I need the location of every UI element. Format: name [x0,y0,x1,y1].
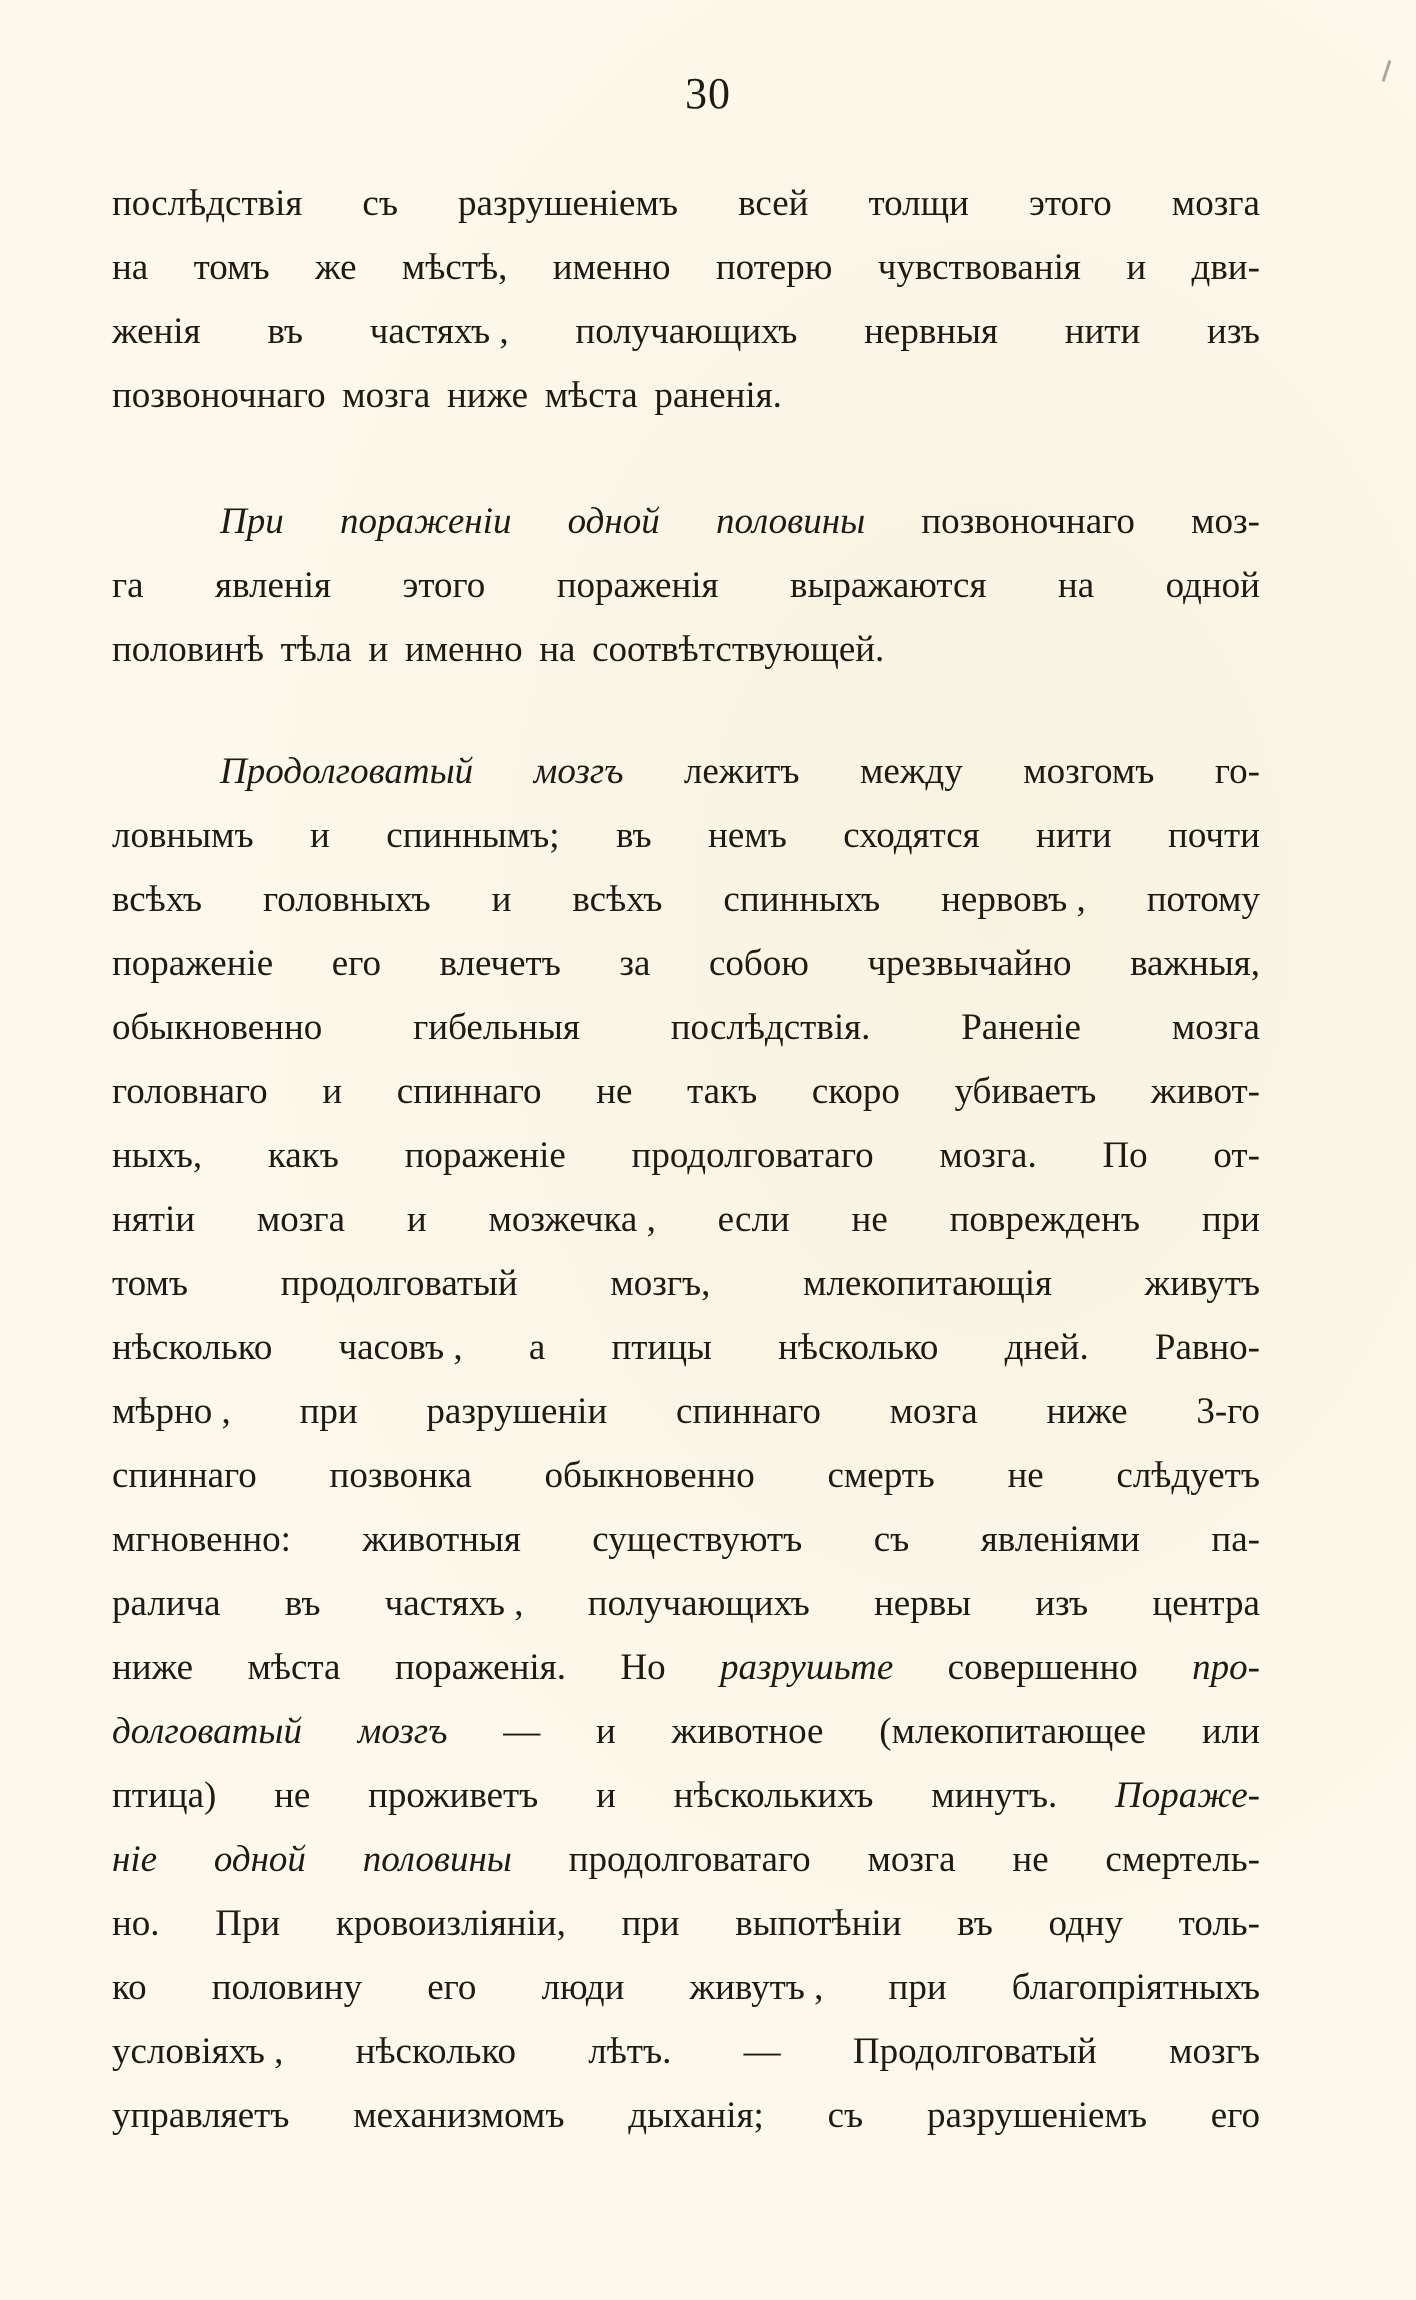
word: нервовъ , [941,879,1086,920]
word: на [539,629,576,670]
word: томъ [193,247,270,288]
word: пораженіе [404,1135,566,1176]
word: слѣдуетъ [1116,1455,1260,1496]
word: убиваетъ [954,1071,1097,1112]
word: или [1201,1711,1260,1752]
word: живутъ [1144,1263,1260,1304]
text-line [112,1444,1260,1508]
word: 3-го [1196,1391,1260,1432]
word: мозгомъ [1023,751,1155,792]
word: обыкновенно [544,1455,755,1496]
word: мозга. [939,1135,1037,1176]
word: спиннаго [676,1391,821,1432]
word: ныхъ, [112,1135,203,1176]
word: почти [1168,815,1260,856]
word: но. [112,1903,160,1944]
text-line [112,364,1260,428]
word: мѣста [247,1647,341,1688]
text-line [112,996,1260,1060]
word: явленія [215,565,332,606]
word: люди [541,1967,625,2008]
word: спиннаго [112,1455,257,1496]
word: собою [709,943,809,984]
text-line [112,1572,1260,1636]
word: долговатый [112,1711,302,1752]
text-line [112,1508,1260,1572]
text-line [112,1700,1260,1764]
word: продолговатаго [631,1135,874,1176]
word: поврежденъ [949,1199,1141,1240]
word: всѣхъ [572,879,663,920]
word: ниже [447,375,529,416]
word: какъ [267,1135,339,1176]
word: и [595,1711,616,1752]
word: выпотѣніи [735,1903,902,1944]
word: условіяхъ , [112,2031,284,2072]
word: толь- [1178,1903,1260,1944]
word: въ [284,1583,321,1624]
text-line [112,1828,1260,1892]
word: разрушеніи [426,1391,608,1432]
text-line [112,236,1260,300]
word: изъ [1035,1583,1089,1624]
word: не [851,1199,888,1240]
word: чувствованія [877,247,1081,288]
text-line [112,1124,1260,1188]
word: продолговатаго [568,1839,811,1880]
word: мозга [889,1391,978,1432]
word: при [299,1391,358,1432]
text-line [112,1892,1260,1956]
text-line [112,1188,1260,1252]
word: мозга [1171,183,1260,224]
word: разрушьте [719,1647,894,1688]
word: мозгъ, [610,1263,711,1304]
page-number: 30 [685,69,731,118]
text-line [112,1380,1260,1444]
paragraph-1 [112,172,1260,428]
word: млекопитающія [803,1263,1053,1304]
word: Продолговатый [852,2031,1097,2072]
word: совершенно [947,1647,1138,1688]
word: и [406,1199,427,1240]
word: не [1007,1455,1044,1496]
text-line [112,172,1260,236]
word: мѣрно , [112,1391,231,1432]
word: механизмомъ [353,2095,565,2136]
word: если [717,1199,790,1240]
word: съ [362,183,398,224]
word: всѣхъ [112,879,202,920]
word: ко [112,1967,147,2008]
word: про- [1192,1647,1260,1688]
word: при [621,1903,680,1944]
word: не [596,1071,633,1112]
word: половину [211,1967,363,2008]
word: птицы [611,1327,712,1368]
word: позвонка [329,1455,472,1496]
word: — [743,2031,781,2072]
word: за [619,943,651,984]
word: мозга [867,1839,956,1880]
word: нити [1036,815,1112,856]
word: такъ [687,1071,758,1112]
word: частяхъ , [369,311,509,352]
word: его [427,1967,477,2008]
text-line [112,740,1260,804]
word: соотвѣтствующей. [592,629,885,670]
word: смерть [827,1455,935,1496]
word: при [1201,1199,1260,1240]
word: нервы [873,1583,972,1624]
word: и [491,879,512,920]
word: мгновенно: [112,1519,291,1560]
word: позвоночнаго [112,375,326,416]
word: половины [362,1839,512,1880]
word: явленіями [980,1519,1140,1560]
word: Раненіе [961,1007,1081,1048]
word: мозжечка , [488,1199,656,1240]
word: птица) [112,1775,217,1816]
word: нити [1064,311,1141,352]
word: а [528,1327,546,1368]
word: го- [1214,751,1260,792]
word: потому [1146,879,1260,920]
word: При [220,501,284,542]
word: мозга [1171,1007,1260,1048]
word: пораженія. [394,1647,566,1688]
word: его [1210,2095,1260,2136]
word: нѣсколько [112,1327,273,1368]
word: частяхъ , [384,1583,524,1624]
word: чрезвычайно [867,943,1072,984]
word: съ [873,1519,910,1560]
word: головнаго [112,1071,268,1112]
word: мозга [256,1199,346,1240]
word: моз- [1191,501,1260,542]
word: смертель- [1105,1839,1260,1880]
word: половинѣ [112,629,264,670]
word: пораженія [556,565,719,606]
word: и [368,629,389,670]
word: дви- [1191,247,1260,288]
word: одну [1048,1903,1124,1944]
text-line [112,1060,1260,1124]
word: головныхъ [263,879,431,920]
word: всей [738,183,809,224]
word: половины [715,501,866,542]
word: нятіи [112,1199,196,1240]
word: раненія. [654,375,782,416]
word: позвоночнаго [921,501,1135,542]
word: пораженіе [112,943,274,984]
word: при [888,1967,947,2008]
word: мозгъ [533,751,624,792]
text-line [112,554,1260,618]
word: выражаются [790,565,987,606]
text-line [112,1956,1260,2020]
word: женія [112,311,201,352]
word: разрушеніемъ [458,183,679,224]
word: и [322,1071,343,1112]
text-line [112,2084,1260,2148]
word: въ [267,311,304,352]
word: нѣсколько [355,2031,516,2072]
word: Продолговатый [220,751,474,792]
word: — [503,1711,541,1752]
word: существуютъ [592,1519,803,1560]
word: часовъ , [338,1327,463,1368]
word: не [274,1775,311,1816]
text-line [112,618,1260,682]
word: ниже [1046,1391,1128,1432]
word: Пораже- [1115,1775,1260,1816]
word: этого [402,565,486,606]
word: не [1012,1839,1049,1880]
word: въ [957,1903,993,1944]
word: (млекопитающее [879,1711,1147,1752]
word: продолговатый [280,1263,518,1304]
word: проживетъ [368,1775,539,1816]
word: на [112,247,149,288]
word: его [331,943,381,984]
word: управляетъ [112,2095,290,2136]
word: спиннаго [396,1071,542,1112]
word: мѣста [544,375,638,416]
word: на [1057,565,1095,606]
paragraph-3 [112,740,1260,2148]
word: получающихъ [575,311,798,352]
word: По [1102,1135,1148,1176]
word: лежитъ [683,751,800,792]
word: послѣдствія. [670,1007,871,1048]
word: тѣла [280,629,352,670]
word: Равно- [1154,1327,1260,1368]
word: гибельныя [413,1007,580,1048]
word: и [310,815,330,856]
word: благопріятныхъ [1011,1967,1260,2008]
word: Но [620,1647,666,1688]
word: одной [213,1839,306,1880]
word: нѣсколько [778,1327,939,1368]
word: живот- [1150,1071,1260,1112]
word: живутъ , [689,1967,824,2008]
word: важныя, [1130,943,1260,984]
text-line [112,1764,1260,1828]
word: обыкновенно [112,1007,323,1048]
word: нервныя [864,311,998,352]
text-line [112,868,1260,932]
text-line [112,932,1260,996]
text-line [112,490,1260,554]
word: томъ [112,1263,189,1304]
word: мѣстѣ, [401,247,508,288]
word: изъ [1207,311,1260,352]
word: скоро [811,1071,900,1112]
word: спинныхъ [723,879,881,920]
text-line [112,2020,1260,2084]
word: дыханія; [628,2095,764,2136]
word: разрушеніемъ [926,2095,1147,2136]
word: ловнымъ [112,815,254,856]
word: именно [552,247,671,288]
word: одной [567,501,660,542]
word: получающихъ [587,1583,810,1624]
word: съ [827,2095,864,2136]
word: га [112,565,144,606]
word: пораженіи [339,501,512,542]
word: именно [404,629,523,670]
word: спиннымъ; [386,815,560,856]
text-line [112,1316,1260,1380]
word: мозгъ [357,1711,448,1752]
word: минутъ. [931,1775,1058,1816]
word: мозга [342,375,431,416]
word: мозгъ [1169,2031,1260,2072]
word: и [1126,247,1147,288]
paragraph-2 [112,490,1260,682]
word: послѣдствія [112,183,303,224]
word: немъ [708,815,787,856]
word: въ [615,815,652,856]
text-line [112,804,1260,868]
word: кровоизліяніи, [335,1903,566,1944]
word: па- [1211,1519,1260,1560]
text-line [112,1252,1260,1316]
word: ниже [112,1647,194,1688]
word: центра [1152,1583,1260,1624]
word: и [596,1775,616,1816]
word: ралича [112,1583,221,1624]
word: толщи [868,183,969,224]
word: лѣтъ. [588,2031,672,2072]
word: дней. [1004,1327,1089,1368]
word: При [215,1903,281,1944]
word: потерю [715,247,833,288]
word: животныя [362,1519,521,1560]
word: одной [1165,565,1260,606]
text-line [112,300,1260,364]
word: же [315,247,357,288]
word: животное [671,1711,824,1752]
word: этого [1028,183,1112,224]
word: нѣсколькихъ [673,1775,874,1816]
text-line [112,1636,1260,1700]
word: влечетъ [439,943,561,984]
word: от- [1213,1135,1260,1176]
word: между [860,751,963,792]
word: сходятся [843,815,980,856]
word: ніе [112,1839,158,1880]
